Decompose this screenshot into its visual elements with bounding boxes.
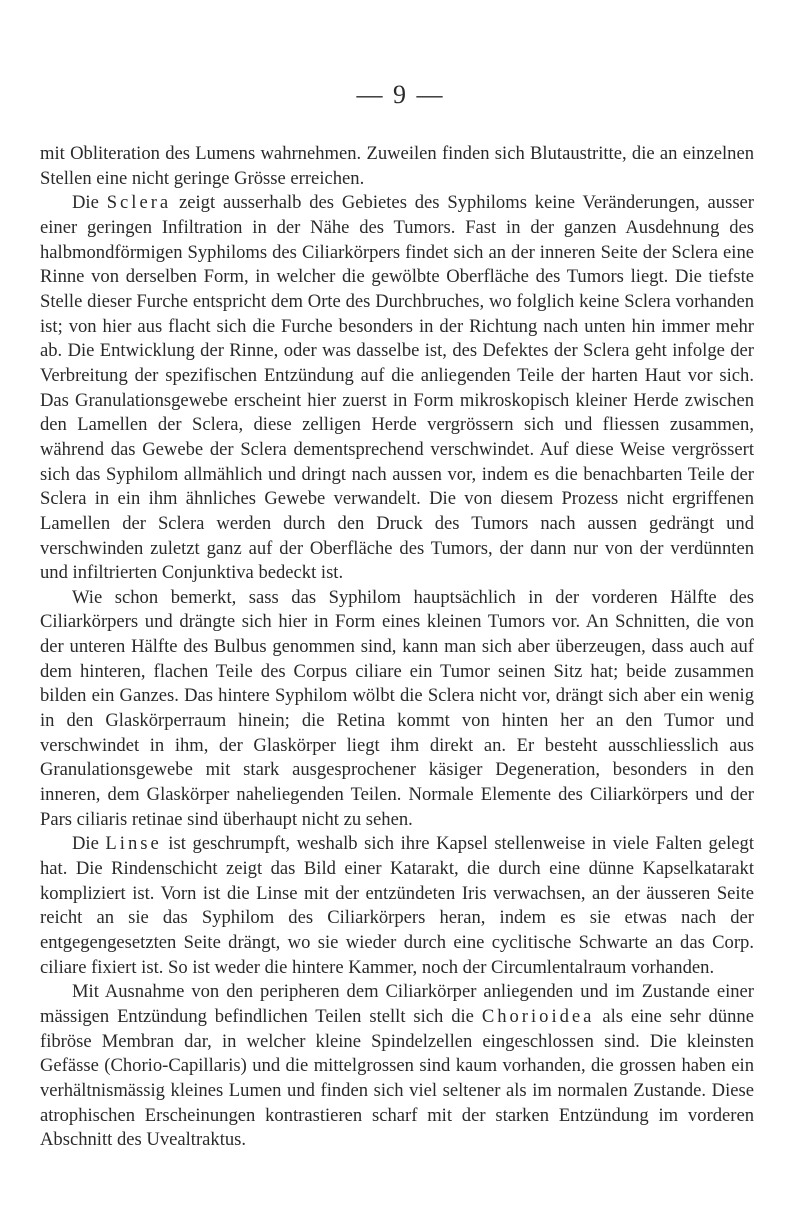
- text-run: als eine sehr dünne fibröse Membran dar, in welcher kleine Spindelzellen eingeschlossen sind. Die kleinsten Gefässe (Chorio-Capillaris) und die mittelgrossen sind kaum vorhanden, die grossen haben ein verhältnismässig kleines Lumen und finden sich viel seltener als im normalen Zustande. Diese atrophischen Erscheinungen kontrastieren scharf mit der starken Entzündung im vorderen Abschnitt des Uvealtraktus.: [40, 1005, 754, 1151]
- text-run: zeigt ausserhalb des Gebietes des Syphiloms keine Veränderungen, ausser einer geringen Infiltration in der Nähe des Tumors. Fast in der ganzen Ausdehnung des halbmondförmigen Syphiloms des Ciliarkörpers findet sich an der inneren Seite der Sclera eine Rinne von derselben Form, in welcher die gewölbte Oberfläche des Tumors liegt. Die tiefste Stelle dieser Furche entspricht dem Orte des Durchbruches, wo folglich keine Sclera vorhanden ist; von hier aus flacht sich die Furche besonders in der Richtung nach unten hin immer mehr ab. Die Entwicklung der Rinne, oder was dasselbe ist, des Defektes der Sclera geht infolge der Verbreitung der spezifischen Entzündung auf die anliegenden Teile der harten Haut vor sich. Das Granulationsgewebe erscheint hier zuerst in Form mikroskopisch kleiner Herde zwischen den Lamellen der Sclera, diese zelligen Herde vergrössern sich und fliessen zusammen, während das Gewebe der Sclera dementsprechend verschwindet. Auf diese Weise vergrössert sich das Syphilom allmählich und dringt nach aussen vor, indem es die benachbarten Teile der Sclera in ein ihm ähnliches Gewebe verwandelt. Die von diesem Prozess nicht ergriffenen Lamellen der Sclera werden durch den Druck des Tumors nach aussen gedrängt und verschwinden zuletzt ganz auf der Oberfläche des Tumors, der dann nur von der verdünnten und infiltrierten Conjunktiva bedeckt ist.: [40, 192, 755, 584]
- text-run: ist geschrumpft, weshalb sich ihre Kapsel stellenweise in viele Falten gelegt hat. Die Rindenschicht zeigt das Bild einer Katarakt, die durch eine dünne Kapselkatarakt kompliziert ist. Vorn ist die Linse mit der entzündeten Iris verwachsen, an der äusseren Seite reicht an sie das Syphilom des Ciliarkörpers heran, indem es sie etwas nach der entgegengesetzten Seite drängt, wo sie wieder durch eine cyclitische Schwarte an das Corp. ciliare fixiert ist. So ist weder die hintere Kammer, noch der Circumlentalraum vorhanden.: [40, 833, 754, 978]
- paragraph: [40, 586, 754, 833]
- text-run: mit Obliteration des Lumens wahrnehmen. Zuweilen finden sich Blutaustritte, die an einzelnen Stellen eine nicht geringe Grösse erreichen.: [40, 143, 754, 189]
- paragraph: [40, 832, 754, 980]
- paragraph: [40, 191, 754, 586]
- body-text: [40, 142, 754, 1153]
- page-number: — 9 —: [356, 80, 445, 109]
- spaced-term: Linse: [105, 833, 162, 855]
- text-run: Die: [72, 192, 107, 214]
- text-run: Die: [72, 833, 106, 855]
- paragraph: [40, 142, 754, 191]
- text-run: Wie schon bemerkt, sass das Syphilom hauptsächlich in der vorderen Hälfte des Ciliarkörpers und drängte sich hier in Form eines kleinen Tumors vor. An Schnitten, die von der unteren Hälfte des Bulbus genommen sind, kann man sich aber überzeugen, dass auch auf dem hinteren, flachen Teile des Corpus ciliare ein Tumor seinen Sitz hat; beide zusammen bilden ein Ganzes. Das hintere Syphilom wölbt die Sclera nicht vor, drängt sich aber ein wenig in den Glaskörperraum hinein; die Retina kommt von hinten her an den Tumor und verschwindet in ihm, der Glaskörper liegt ihm direkt an. Er besteht ausschliesslich aus Granulationsgewebe mit stark ausgesprochener käsiger Degeneration, besonders in den inneren, dem Glaskörper naheliegenden Teilen. Normale Elemente des Ciliarkörpers und der Pars ciliaris retinae sind überhaupt nicht zu sehen.: [40, 586, 754, 830]
- spaced-term: Chorioidea: [481, 1005, 595, 1027]
- spaced-term: Sclera: [106, 192, 172, 214]
- paragraph: [40, 980, 754, 1153]
- text-run: Mit Ausnahme von den peripheren dem Ciliarkörper anliegenden und im Zustande einer mässigen Entzündung befindlichen Teilen stellt sich die: [40, 981, 754, 1027]
